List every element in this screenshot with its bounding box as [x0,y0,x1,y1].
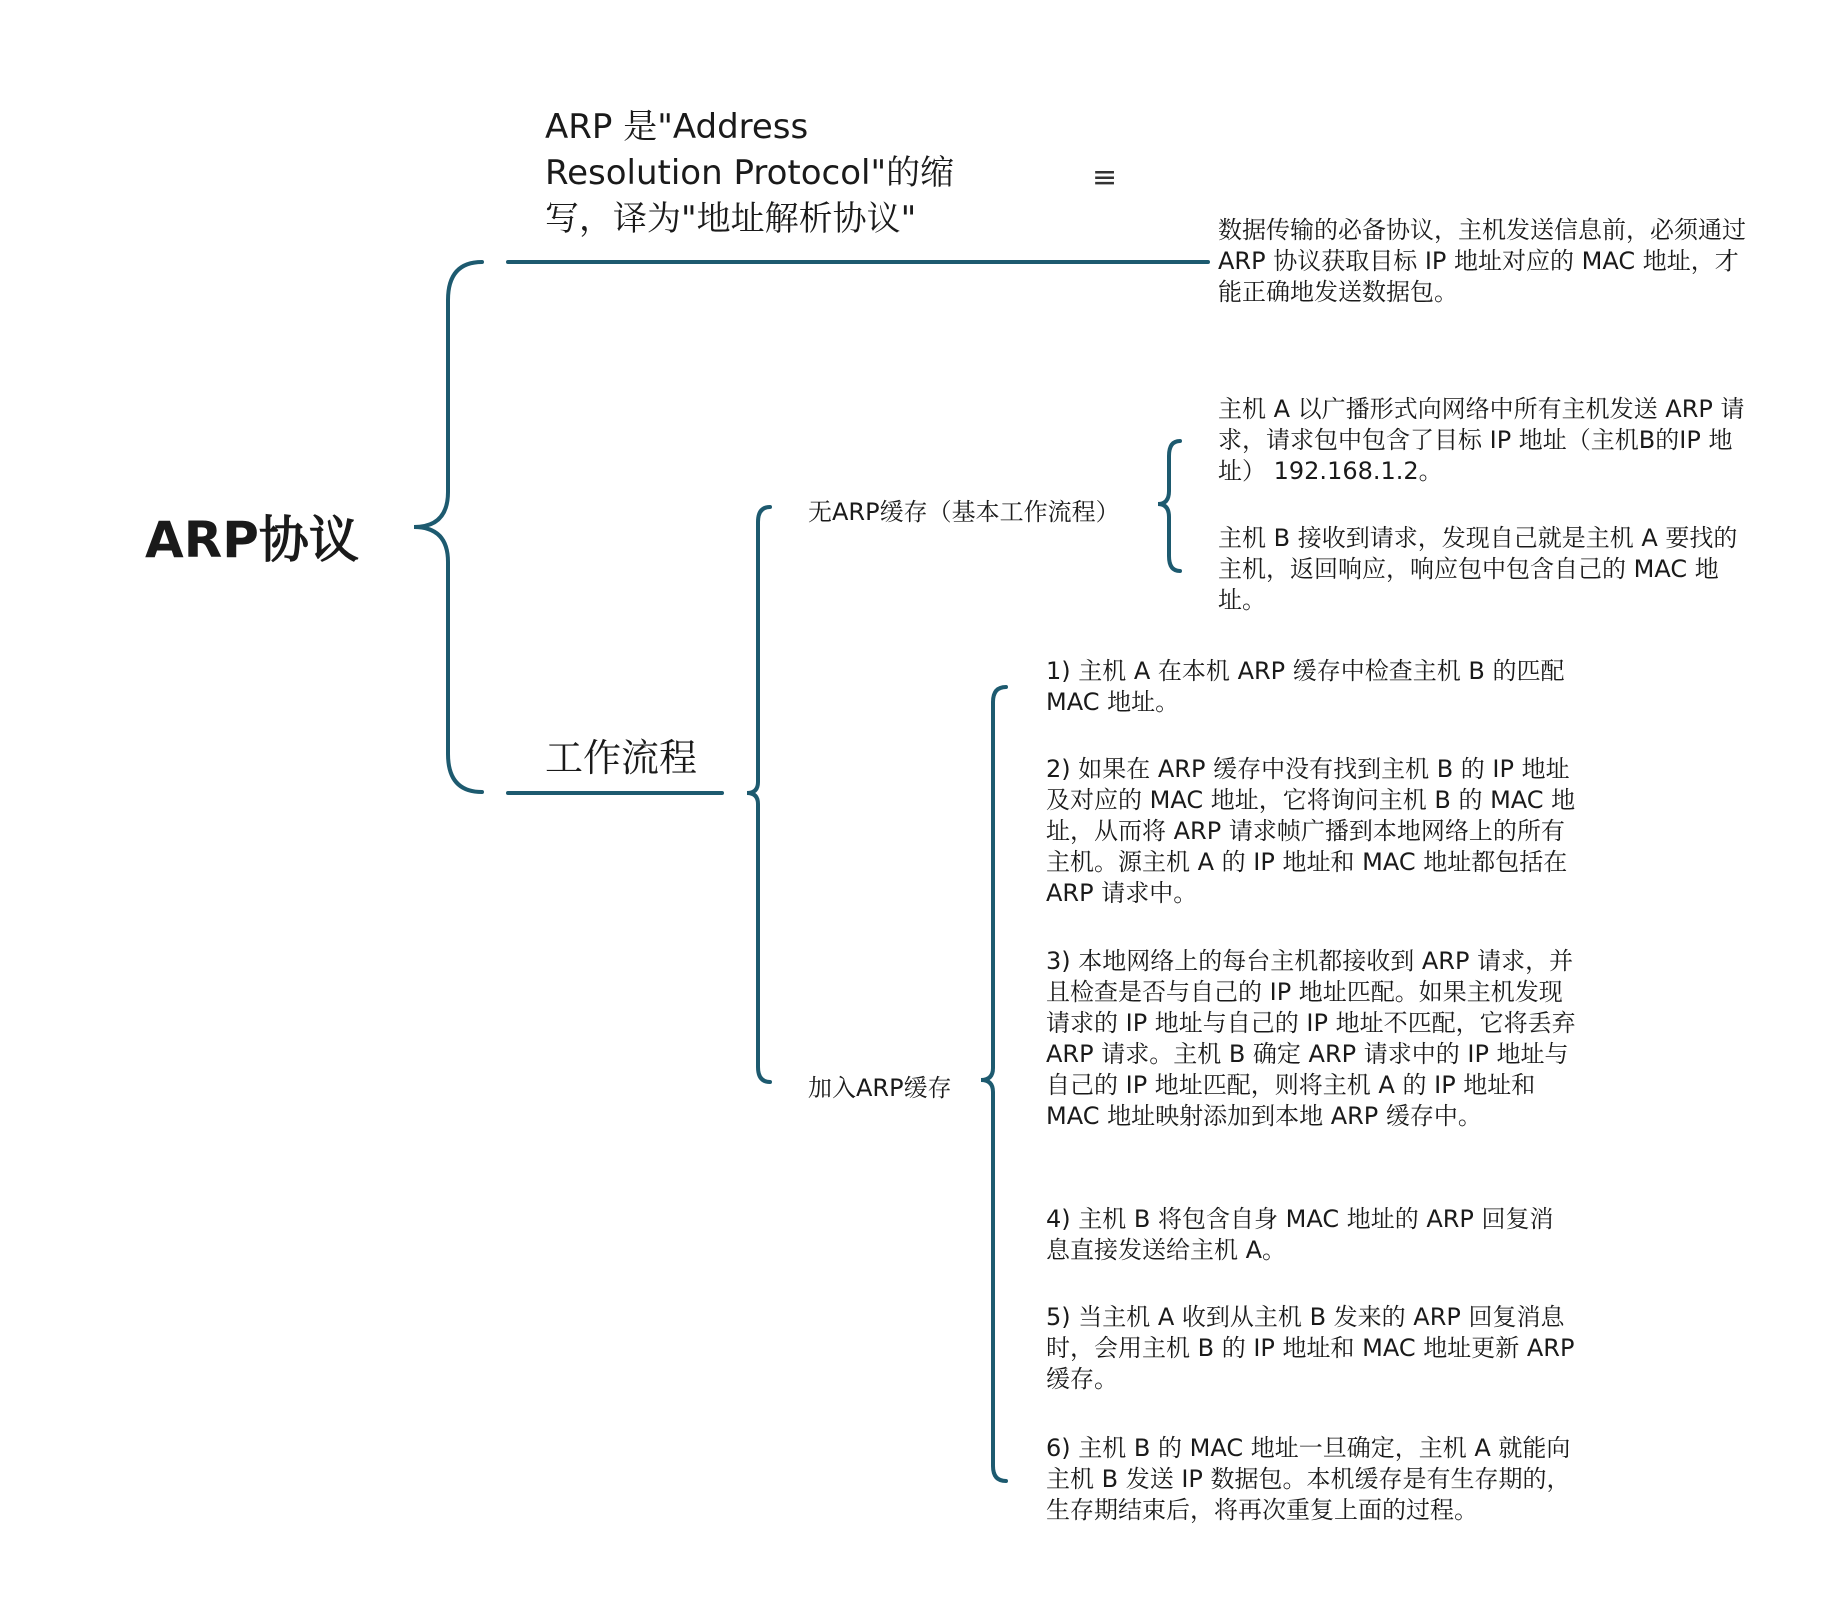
with-cache-topic[interactable]: 加入ARP缓存 [808,1074,952,1102]
no-cache-brace [1158,441,1180,571]
cache-step-1[interactable]: 1) 主机 A 在本机 ARP 缓存中检查主机 B 的匹配 MAC 地址。 [1046,657,1565,716]
no-cache-step-1[interactable]: 主机 A 以广播形式向网络中所有主机发送 ARP 请求，请求包中包含了目标 IP 地址（主机B的IP 地址） 192.168.1.2。 [1218,395,1745,485]
root-brace [414,262,482,792]
cache-step-5[interactable]: 5) 当主机 A 收到从主机 B 发来的 ARP 回复消息时，会用主机 B 的 IP 地址和 MAC 地址更新 ARP 缓存。 [1046,1303,1575,1393]
workflow-brace [747,507,770,1082]
no-cache-step-2[interactable]: 主机 B 接收到请求，发现自己就是主机 A 要找的主机，返回响应，响应包中包含自己的 MAC 地址。 [1218,524,1738,614]
no-cache-topic[interactable]: 无ARP缓存（基本工作流程） [808,498,1120,526]
cache-step-6[interactable]: 6) 主机 B 的 MAC 地址一旦确定，主机 A 就能向主机 B 发送 IP 数据包。本机缓存是有生存期的，生存期结束后，将再次重复上面的过程。 [1046,1434,1571,1524]
definition-detail[interactable]: 数据传输的必备协议，主机发送信息前，必须通过 ARP 协议获取目标 IP 地址对应的 MAC 地址，才能正确地发送数据包。 [1218,216,1746,306]
notes-icon[interactable]: ≡ [1092,160,1118,195]
cache-step-2[interactable]: 2) 如果在 ARP 缓存中没有找到主机 B 的 IP 地址及对应的 MAC 地址，它将询问主机 B 的 MAC 地址，从而将 ARP 请求帧广播到本地网络上的所有主机。源主机 A 的 IP 地址和 MAC 地址都包括在 ARP 请求中。 [1046,755,1576,907]
cache-step-4[interactable]: 4) 主机 B 将包含自身 MAC 地址的 ARP 回复消息直接发送给主机 A。 [1046,1205,1554,1264]
definition-topic[interactable]: ARP 是"Address Resolution Protocol"的缩写，译为"地址解析协议" [545,107,955,239]
workflow-topic[interactable]: 工作流程 [545,736,698,780]
root-topic[interactable]: ARP协议 [145,511,359,569]
with-cache-brace [981,687,1006,1481]
cache-step-3[interactable]: 3) 本地网络上的每台主机都接收到 ARP 请求，并且检查是否与自己的 IP 地址匹配。如果主机发现请求的 IP 地址与自己的 IP 地址不匹配，它将丢弃 ARP 请求。主机 B 确定 ARP 请求中的 IP 地址与自己的 IP 地址匹配，则将主机 A 的 IP 地址和 MAC 地址映射添加到本地 ARP 缓存中。 [1046,947,1576,1130]
